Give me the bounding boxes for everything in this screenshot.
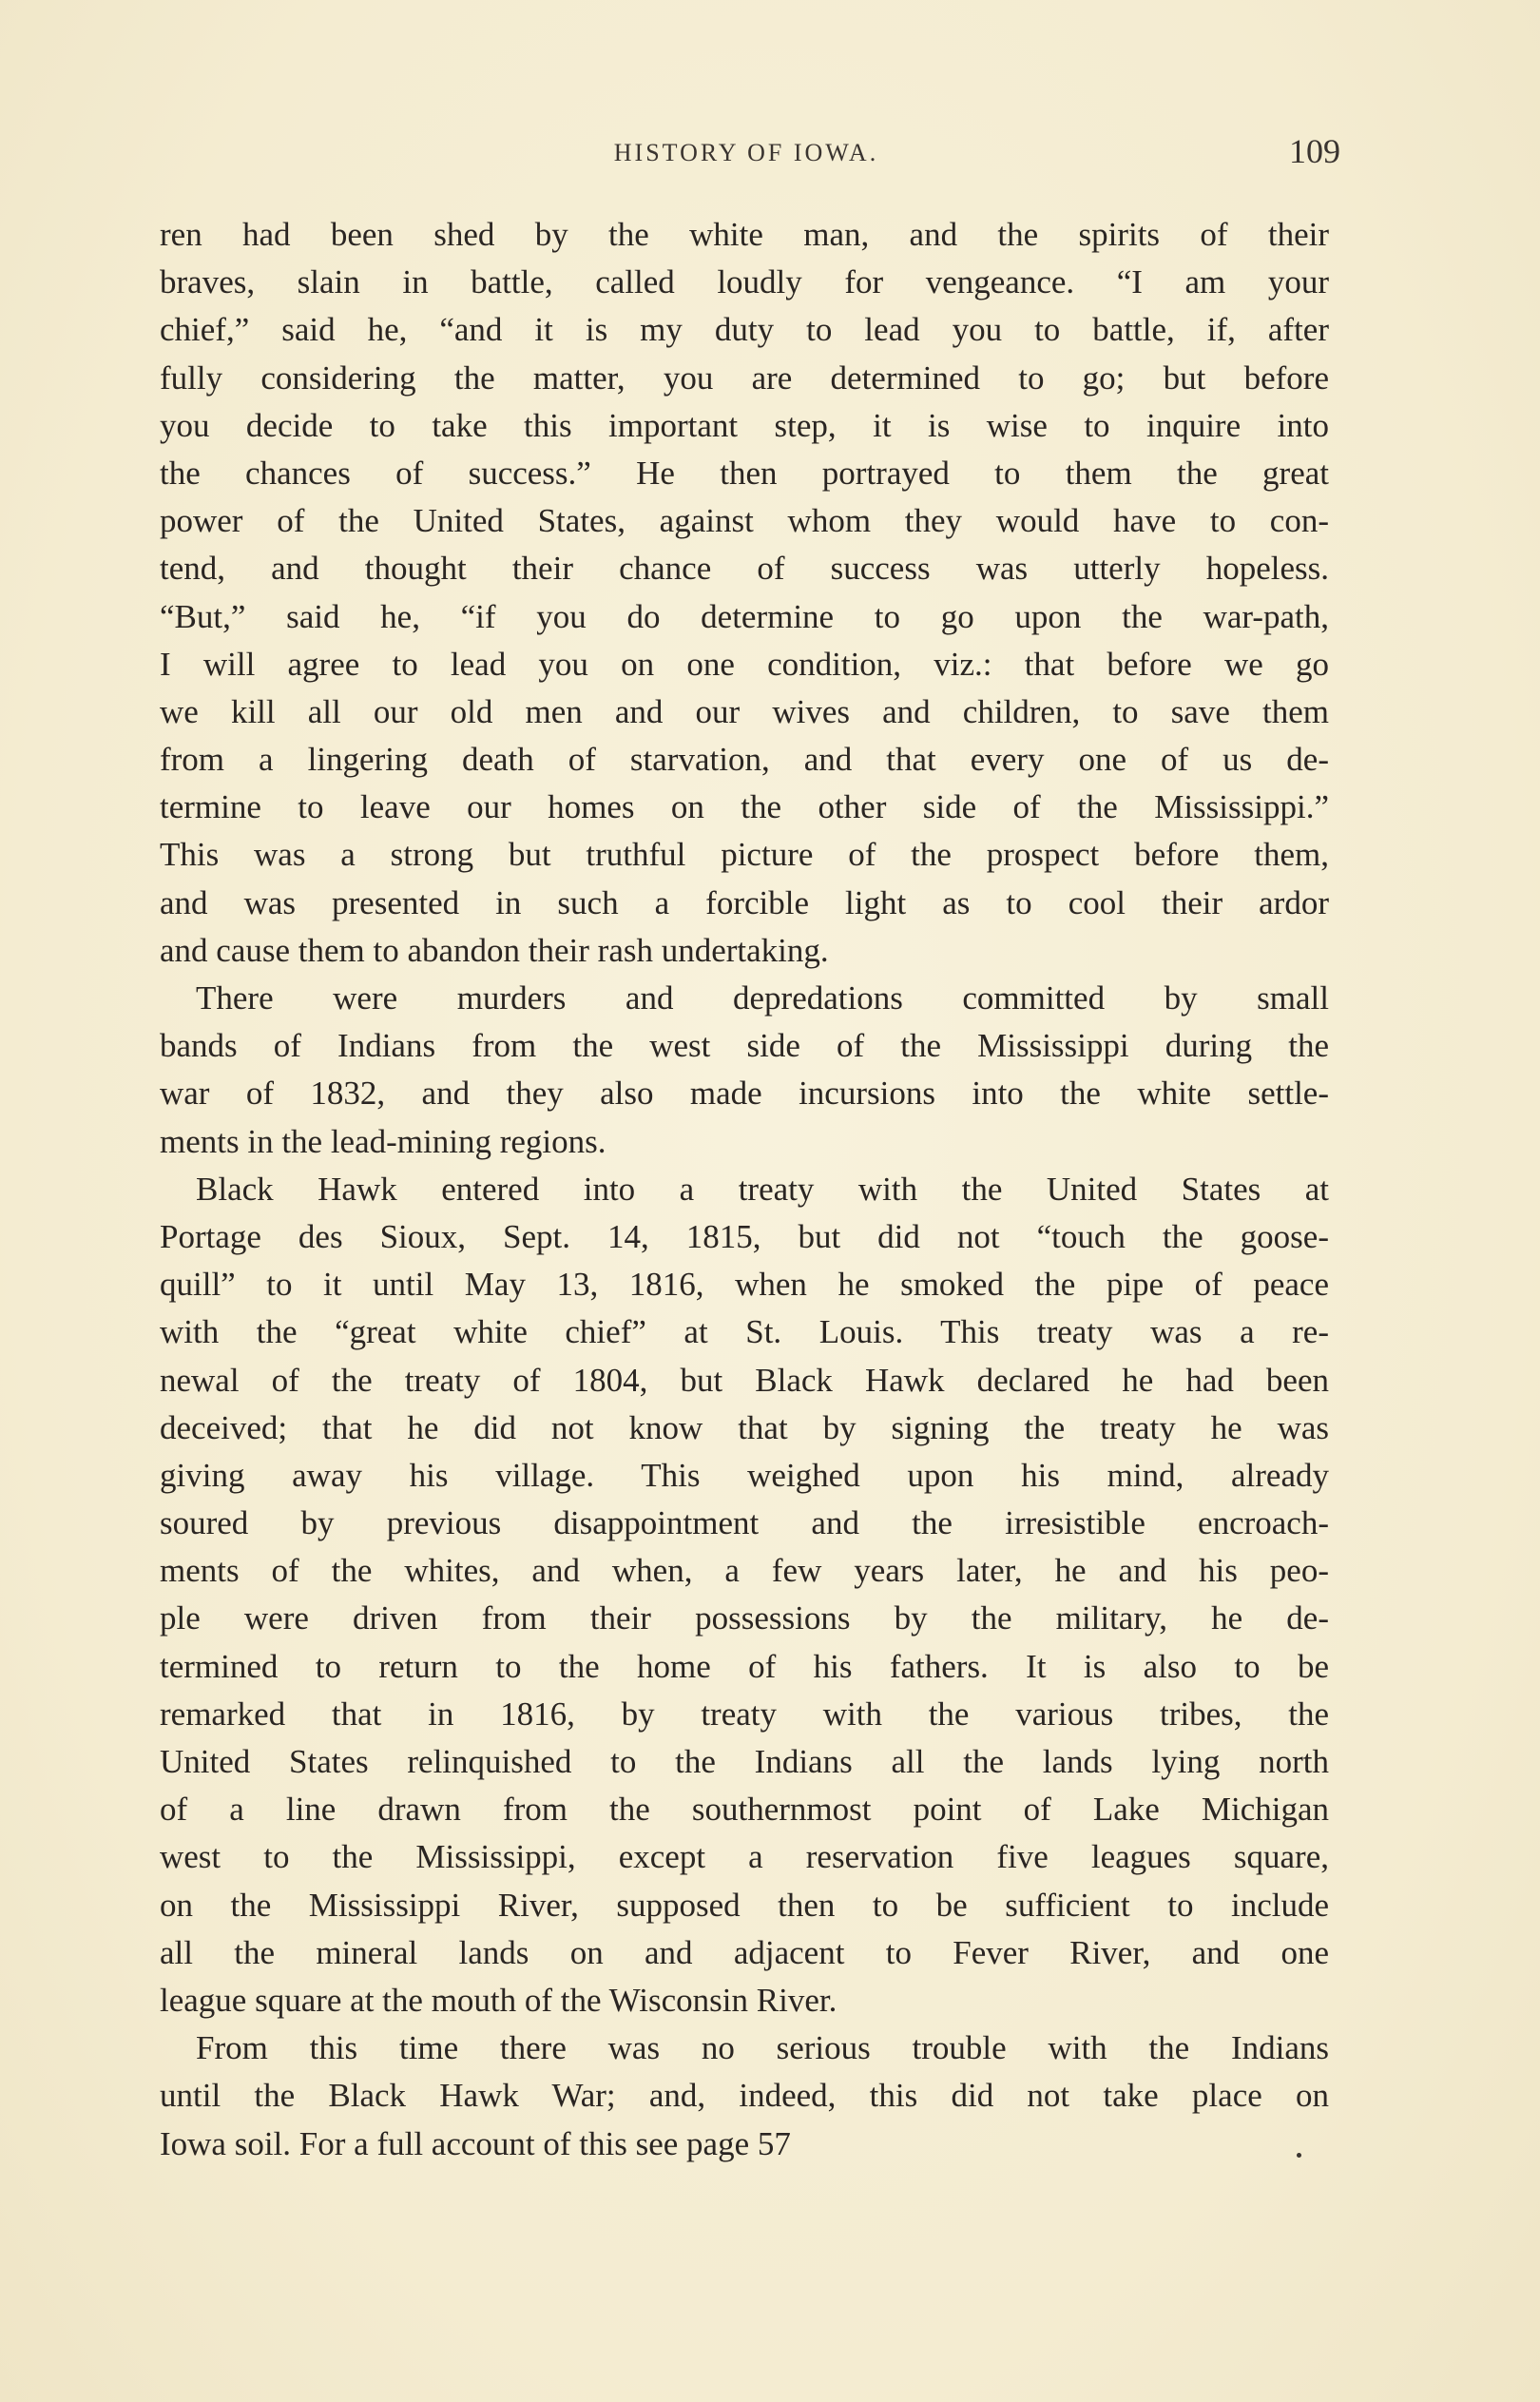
text-line: termine to leave our homes on the other side of the Mississippi.” — [160, 788, 1329, 826]
paragraph-start-line: Black Hawk entered into a treaty with the United States at — [196, 1170, 1329, 1208]
text-line: you decide to take this important step, it is wise to inquire into — [160, 406, 1329, 444]
text-line: “But,” said he, “if you do determine to go upon the war-path, — [160, 597, 1329, 635]
text-line: braves, slain in battle, called loudly for vengeance. “I am your — [160, 263, 1329, 301]
text-line: Portage des Sioux, Sept. 14, 1815, but did not “touch the goose- — [160, 1217, 1329, 1255]
text-line: all the mineral lands on and adjacent to Fever River, and one — [160, 1933, 1329, 1971]
text-line: giving away his village. This weighed upon his mind, already — [160, 1456, 1329, 1494]
text-line: ren had been shed by the white man, and the spirits of their — [160, 216, 1329, 253]
text-line: ments in the lead-mining regions. — [160, 1122, 606, 1160]
text-line: United States relinquished to the Indians all the lands lying north — [160, 1743, 1329, 1780]
text-line: chief,” said he, “and it is my duty to lead you to battle, if, after — [160, 311, 1329, 349]
text-line: soured by previous disappointment and the irresistible encroach- — [160, 1504, 1329, 1542]
text-line: bands of Indians from the west side of the Mississippi during the — [160, 1027, 1329, 1065]
text-line: league square at the mouth of the Wisconsin River. — [160, 1981, 837, 2019]
text-line: with the “great white chief” at St. Louis. This treaty was a re- — [160, 1313, 1329, 1351]
text-line: war of 1832, and they also made incursions into the white settle- — [160, 1075, 1329, 1113]
paragraph-start-line: There were murders and depredations committed by small — [196, 979, 1329, 1017]
paragraph-start-line: From this time there was no serious trouble with the Indians — [196, 2029, 1329, 2067]
text-line: west to the Mississippi, except a reservation five leagues square, — [160, 1838, 1329, 1876]
text-line: we kill all our old men and our wives and children, to save them — [160, 692, 1329, 730]
stray-ink-mark — [1297, 2153, 1301, 2158]
text-line: Iowa soil. For a full account of this see page 57 — [160, 2124, 791, 2162]
text-line: ple were driven from their possessions by the military, he de- — [160, 1599, 1329, 1637]
text-line: remarked that in 1816, by treaty with the various tribes, the — [160, 1695, 1329, 1733]
text-line: of a line drawn from the southernmost point of Lake Michigan — [160, 1791, 1329, 1829]
text-line: power of the United States, against whom they would have to con- — [160, 502, 1329, 540]
page-number: 109 — [1289, 132, 1340, 170]
text-line: This was a strong but truthful picture of the prospect before them, — [160, 836, 1329, 874]
text-line: quill” to it until May 13, 1816, when he smoked the pipe of peace — [160, 1266, 1329, 1304]
text-line: and cause them to abandon their rash undertaking. — [160, 931, 829, 969]
text-line: and was presented in such a forcible light as to cool their ardor — [160, 883, 1329, 921]
text-line: the chances of success.” He then portrayed to them the great — [160, 454, 1329, 492]
text-line: ments of the whites, and when, a few years later, he and his peo- — [160, 1552, 1329, 1590]
text-line: newal of the treaty of 1804, but Black Hawk declared he had been — [160, 1361, 1329, 1399]
text-line: fully considering the matter, you are determined to go; but before — [160, 358, 1329, 397]
text-line: I will agree to lead you on one condition, viz.: that before we go — [160, 645, 1329, 683]
running-head — [152, 131, 1340, 179]
text-line: deceived; that he did not know that by signing the treaty he was — [160, 1408, 1329, 1446]
text-line: on the Mississippi River, supposed then to be sufficient to include — [160, 1886, 1329, 1924]
text-line: termined to return to the home of his fathers. It is also to be — [160, 1647, 1329, 1685]
body-text — [160, 211, 1329, 2168]
text-line: until the Black Hawk War; and, indeed, this did not take place on — [160, 2077, 1329, 2115]
running-title: HISTORY OF IOWA. — [613, 139, 879, 166]
text-line: tend, and thought their chance of success was utterly hopeless. — [160, 550, 1329, 588]
text-line: from a lingering death of starvation, and that every one of us de- — [160, 741, 1329, 779]
